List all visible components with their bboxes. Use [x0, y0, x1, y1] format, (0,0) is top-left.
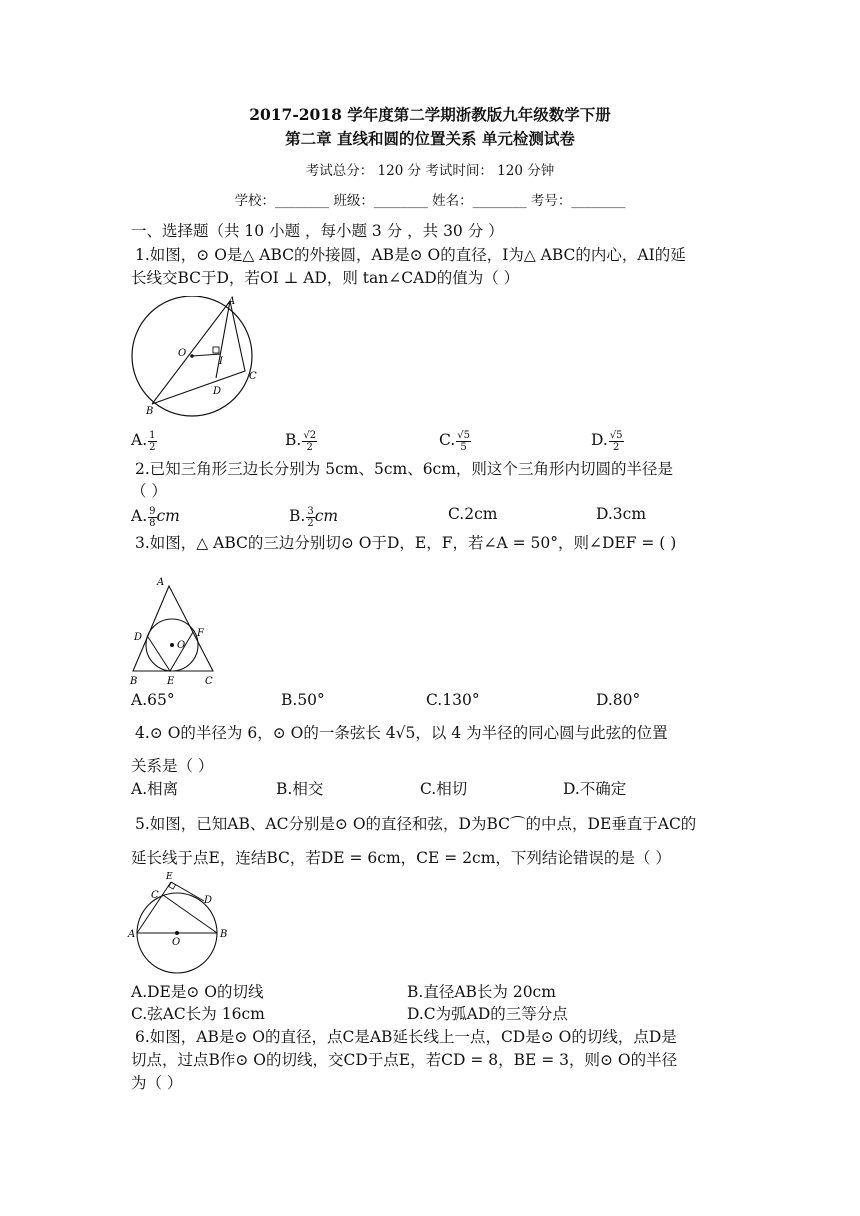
q5-option-d[interactable]: D.C为弧AD的三等分点: [407, 1005, 568, 1023]
q2-a-unit: cm: [156, 507, 180, 525]
q3-label-f: F: [197, 628, 204, 639]
q6-line1: 6.如图，AB是⊙ O的直径，点C是AB延长线上一点，CD是⊙ O的切线，点D是: [135, 1028, 677, 1046]
q1-label-d: D: [213, 386, 222, 397]
q1-c-fraction: [456, 430, 471, 453]
q1-c-prefix: C.: [439, 431, 456, 449]
q1-a-fraction: [148, 430, 156, 453]
q2-line1: 2.已知三角形三边长分别为 5cm、5cm、6cm，则这个三角形内切圆的半径是: [135, 460, 673, 478]
q4-option-c[interactable]: C.相切: [420, 780, 468, 798]
q4-option-a[interactable]: A.相离: [131, 780, 179, 798]
q2-a-den: 8: [149, 517, 156, 529]
q1-d-num: √5: [609, 429, 623, 441]
q1-b-num: √2: [303, 429, 317, 441]
q5-label-d: D: [204, 895, 213, 906]
q2-b-fraction: [306, 506, 314, 529]
q5-label-c: C: [151, 890, 159, 901]
q5-label-o: O: [172, 937, 181, 948]
q5-label-e: E: [166, 872, 173, 882]
q2-a-num: 9: [149, 505, 156, 517]
q2-b-num: 3: [307, 505, 314, 517]
q2-a-prefix: A.: [131, 507, 148, 525]
q1-option-d[interactable]: [591, 429, 624, 453]
q1-label-b: B: [146, 406, 154, 417]
q5-option-a[interactable]: A.DE是⊙ O的切线: [131, 983, 264, 1001]
q3-option-b[interactable]: B.50°: [281, 691, 325, 709]
q1-a-den: 2: [149, 441, 156, 453]
q4-line1: 4.⊙ O的半径为 6，⊙ O的一条弦长 4√5，以 4 为半径的同心圆与此弦的位置: [135, 724, 668, 742]
q1-label-o: O: [178, 348, 187, 359]
q1-label-c: C: [249, 371, 257, 382]
q3-label-o: O: [177, 640, 186, 651]
q1-a-num: 1: [149, 429, 156, 441]
q3-option-c[interactable]: C.130°: [426, 691, 480, 709]
q5-figure: [126, 868, 234, 976]
q3-figure: [126, 574, 222, 686]
q2-b-den: 2: [307, 517, 314, 529]
q3-option-d[interactable]: D.80°: [596, 691, 641, 709]
q1-c-num: √5: [457, 429, 470, 441]
q1-label-i: I: [219, 356, 223, 367]
exam-info: 考试总分： 120 分 考试时间： 120 分钟: [305, 163, 555, 179]
q1-option-a[interactable]: [131, 429, 157, 453]
exam-title: 2017-2018 学年度第二学期浙教版九年级数学下册: [249, 105, 611, 124]
q1-b-fraction: [302, 430, 317, 453]
chapter-title: 第二章 直线和圆的位置关系 单元检测试卷: [285, 129, 575, 148]
q5-label-a: A: [128, 929, 136, 940]
q1-option-b[interactable]: [285, 429, 317, 453]
q3-option-a[interactable]: A.65°: [131, 691, 175, 709]
q5-line2: 延长线于点E，连结BC，若DE = 6cm，CE = 2cm，下列结论错误的是（ ）: [131, 849, 671, 867]
q1-line2: 长线交BC于D，若OI ⊥ AD，则 tan∠CAD的值为（ ）: [131, 269, 520, 287]
q1-d-den: 2: [612, 441, 620, 453]
q6-line3: 为（ ）: [131, 1074, 183, 1092]
q4-line2: 关系是（ ）: [131, 757, 214, 775]
q2-option-c[interactable]: C.2cm: [448, 505, 498, 523]
q5-line1: 5.如图，已知AB、AC分别是⊙ O的直径和弦，D为BC⌒的中点，DE垂直于AC的: [135, 815, 697, 833]
q6-line2: 切点，过点B作⊙ O的切线，交CD于点E，若CD = 8，BE = 3，则⊙ O的半径: [131, 1051, 678, 1069]
q2-option-b[interactable]: [289, 505, 338, 529]
q3-label-c: C: [205, 676, 213, 686]
q2-b-unit: cm: [314, 507, 339, 525]
q1-d-fraction: [609, 430, 624, 453]
q2-line2: （ ）: [131, 482, 167, 500]
q3-line1: 3.如图，△ ABC的三边分别切⊙ O于D，E，F，若∠A = 50°，则∠DEF = ( ): [135, 534, 677, 552]
q1-option-c[interactable]: [439, 429, 471, 453]
q4-option-d[interactable]: D.不确定: [563, 780, 627, 798]
q2-option-d[interactable]: D.3cm: [596, 505, 647, 523]
q5-option-c[interactable]: C.弦AC长为 16cm: [131, 1005, 265, 1023]
q1-d-prefix: D.: [591, 431, 608, 449]
q2-a-fraction: [148, 506, 156, 529]
q1-b-prefix: B.: [285, 431, 302, 449]
q4-option-b[interactable]: B.相交: [276, 780, 324, 798]
q1-label-a: A: [228, 296, 236, 307]
q3-label-b: B: [130, 676, 138, 686]
section-heading: 一、选择题（共 10 小题 ，每小题 3 分 ，共 30 分 ）: [131, 222, 504, 240]
q1-c-den: 5: [460, 441, 467, 453]
q1-b-den: 2: [306, 441, 313, 453]
q1-figure: [124, 296, 264, 418]
q2-b-prefix: B.: [289, 507, 306, 525]
q3-label-a: A: [157, 577, 165, 588]
q1-line1: 1.如图，⊙ O是△ ABC的外接圆，AB是⊙ O的直径，I为△ ABC的内心，AI的延: [135, 246, 686, 264]
q5-label-b: B: [220, 929, 228, 940]
q1-a-prefix: A.: [131, 431, 148, 449]
student-fields: 学校：________ 班级：________ 姓名：________ 考号：________: [234, 193, 626, 209]
q3-label-e: E: [167, 676, 175, 686]
q2-option-a[interactable]: [131, 505, 180, 529]
q5-option-b[interactable]: B.直径AB长为 20cm: [407, 983, 556, 1001]
q3-label-d: D: [134, 632, 143, 643]
